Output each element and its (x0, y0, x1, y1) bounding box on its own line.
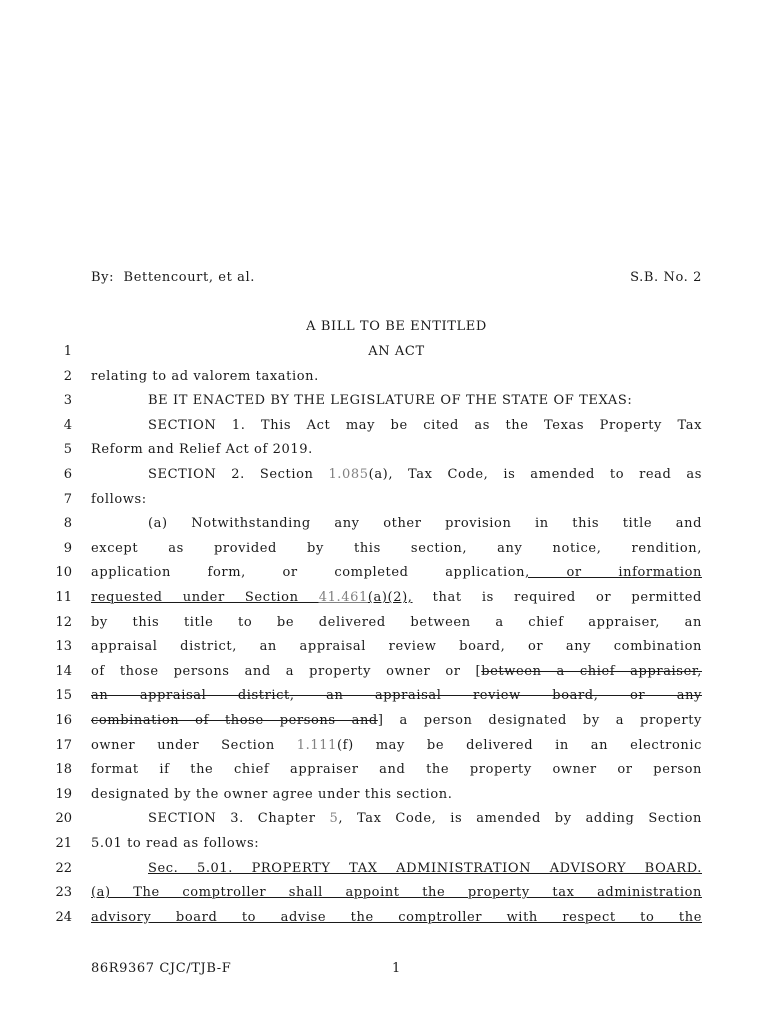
line-number: 13 (55, 639, 72, 654)
bill-text-line (91, 688, 702, 703)
bill-text-line (91, 762, 702, 777)
bill-text-line (91, 664, 702, 679)
struck-text: between a chief appraiser, (481, 664, 702, 679)
bill-text-line (91, 836, 702, 851)
added-text: (a) The comptroller shall appoint the property tax administration (91, 885, 702, 900)
bill-text-line (91, 910, 702, 925)
statute-reference: 1.111 (296, 738, 338, 753)
text-segment: 5.01 to read as follows: (91, 836, 260, 851)
line-number: 22 (55, 861, 72, 876)
bill-number: S.B. No. 2 (630, 270, 702, 285)
line-number: 8 (63, 516, 72, 531)
line-number: 15 (55, 688, 72, 703)
line-number: 23 (55, 885, 72, 900)
text-segment: by this title to be delivered between a chief appraiser, an (91, 615, 702, 630)
bill-text-line (91, 590, 702, 605)
text-segment: (a) Notwithstanding any other provision in this title and (148, 516, 702, 531)
bill-text-line (91, 369, 702, 384)
line-number: 4 (63, 418, 72, 433)
bill-text-line (91, 738, 702, 753)
bill-text-line (91, 442, 702, 457)
line-number: 24 (55, 910, 72, 925)
bill-text-line (91, 639, 702, 654)
text-segment: format if the chief appraiser and the property owner or person (91, 762, 702, 777)
text-segment: , Tax Code, is amended by adding Section (338, 811, 702, 826)
line-number: 7 (63, 492, 72, 507)
line-number: 9 (63, 541, 72, 556)
bill-title: A BILL TO BE ENTITLED (306, 319, 487, 334)
text-segment: except as provided by this section, any notice, rendition, (91, 541, 702, 556)
bill-text-line (91, 393, 702, 408)
line-number: 21 (55, 836, 72, 851)
text-segment: relating to ad valorem taxation. (91, 369, 319, 384)
bill-text-line (91, 615, 702, 630)
text-segment: application form, or completed application (91, 565, 526, 580)
bill-text-line (91, 467, 702, 482)
text-segment: BE IT ENACTED BY THE LEGISLATURE OF THE STATE OF TEXAS: (148, 393, 633, 408)
added-text: advisory board to advise the comptroller with respect to the (91, 910, 702, 925)
line-number: 3 (63, 393, 72, 408)
added-text: requested under Section (91, 590, 319, 605)
bill-text-line (91, 811, 702, 826)
line-number: 10 (55, 565, 72, 580)
bill-text-line (91, 541, 702, 556)
line-number: 11 (55, 590, 72, 605)
text-segment: SECTION 1. This Act may be cited as the Texas Property Tax (148, 418, 702, 433)
line-number: 20 (55, 811, 72, 826)
text-segment: SECTION 2. Section (148, 467, 329, 482)
bill-text-line (91, 565, 702, 580)
line-number: 2 (63, 369, 72, 384)
added-text: , or information (525, 565, 702, 580)
text-segment: Reform and Relief Act of 2019. (91, 442, 313, 457)
added-text: Sec. 5.01. PROPERTY TAX ADMINISTRATION ADVISORY BOARD. (148, 861, 702, 876)
line-number: 16 (55, 713, 72, 728)
statute-reference: 5 (329, 811, 339, 826)
text-segment: that is required or permitted (412, 590, 702, 605)
line-number: 12 (55, 615, 72, 630)
text-segment: appraisal district, an appraisal review board, or any combination (91, 639, 702, 654)
bill-text-line (91, 787, 702, 802)
line-number: 17 (55, 738, 72, 753)
line-number: 18 (55, 762, 72, 777)
line-number: 5 (63, 442, 72, 457)
bill-text-line (91, 885, 702, 900)
bill-text-line (91, 492, 702, 507)
text-segment: follows: (91, 492, 147, 507)
bill-text-line (91, 713, 702, 728)
bill-text-line (91, 344, 702, 359)
struck-text: an appraisal district, an appraisal review board, or any (91, 688, 702, 703)
line-number: 6 (63, 467, 72, 482)
document-code: 86R9367 CJC/TJB-F (91, 961, 232, 976)
text-segment: AN ACT (368, 344, 425, 359)
line-number: 1 (63, 344, 72, 359)
line-number: 19 (55, 787, 72, 802)
text-segment: designated by the owner agree under this section. (91, 787, 453, 802)
bill-text-line (91, 516, 702, 531)
statute-reference: 1.085 (328, 467, 369, 482)
struck-text: combination of those persons and (91, 713, 378, 728)
statute-reference: 41.461 (318, 590, 368, 605)
text-segment: (f) may be delivered in an electronic (337, 738, 702, 753)
page-number: 1 (392, 961, 401, 976)
bill-text-line (91, 418, 702, 433)
bill-text-line (91, 861, 702, 876)
author-line: By: Bettencourt, et al. (91, 270, 255, 285)
bill-header (91, 270, 702, 290)
line-number: 14 (55, 664, 72, 679)
text-segment: SECTION 3. Chapter (148, 811, 330, 826)
added-text: (a)(2), (367, 590, 413, 605)
text-segment: (a), Tax Code, is amended to read as (368, 467, 702, 482)
text-segment: ] a person designated by a property (377, 713, 702, 728)
text-segment: owner under Section (91, 738, 297, 753)
text-segment: of those persons and a property owner or [ (91, 664, 482, 679)
